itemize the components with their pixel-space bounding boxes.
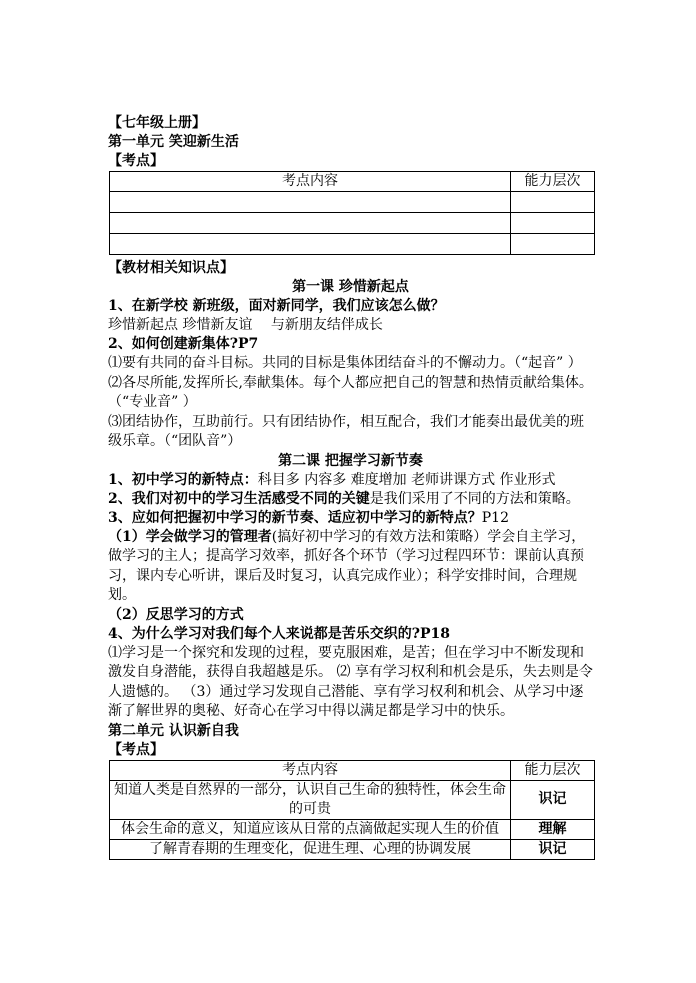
table1-header-content: 考点内容 <box>110 172 511 192</box>
lesson1-answer-2-2: ⑵各尽所能,发挥所长,奉献集体。每个人都应把自己的智慧和热情贡献给集体。（“专业音” ） <box>108 374 593 410</box>
grade-heading: 【七年级上册】 <box>108 115 206 131</box>
table-cell <box>511 213 595 234</box>
exam-points-table-2 <box>109 760 595 860</box>
lesson1-answer-1: 珍惜新起点 珍惜新友谊 与新朋友结伴成长 <box>108 317 383 333</box>
table-row <box>110 819 595 839</box>
table-cell <box>511 192 595 213</box>
lesson2-answer-3-2: （2）反思学习的方式 <box>108 606 244 623</box>
table-row <box>110 213 595 234</box>
lesson2-answer-3-1 <box>108 528 593 606</box>
kaodian2-heading: 【考点】 <box>108 741 164 758</box>
lesson2-question-1-label: 1、初中学习的新特点： <box>108 471 258 488</box>
table-cell-content: 了解青春期的生理变化，促进生理、心理的协调发展 <box>110 839 511 859</box>
lesson2-question-4: 4、为什么学习对我们每个人来说都是苦乐交织的?P18 <box>108 625 450 642</box>
lesson1-answer-2-3: ⑶团结协作，互助前行。只有团结协作，相互配合，我们才能奏出最优美的班级乐章。（“团队音”） <box>108 413 584 449</box>
table-cell <box>511 234 595 255</box>
lesson1-answer-2-1: ⑴要有共同的奋斗目标。共同的目标是集体团结奋斗的不懈动力。（“起音” ） <box>108 355 582 371</box>
lesson1-question-1: 1、在新学校 新班级，面对新同学，我们应该怎么做？ <box>108 298 445 314</box>
kaodian1-heading: 【考点】 <box>108 153 164 169</box>
lesson1-title: 第一课 珍惜新起点 <box>292 279 409 295</box>
lesson2-question-3-page: P12 <box>481 509 509 526</box>
table1-header-level: 能力层次 <box>511 172 595 192</box>
table-cell-content: 体会生命的意义，知道应该从日常的点滴做起实现人生的价值 <box>110 819 511 839</box>
unit1-title: 第一单元 笑迎新生活 <box>108 134 239 150</box>
lesson2-question-3 <box>108 509 593 528</box>
table-cell-level: 识记 <box>511 839 595 859</box>
lesson1-question-2: 2、如何创建新集体?P7 <box>108 336 259 352</box>
knowledge-heading: 【教材相关知识点】 <box>108 260 234 276</box>
table-cell <box>110 213 511 234</box>
lesson2-question-1-text: 科目多 内容多 难度增加 老师讲课方式 作业形式 <box>257 471 556 488</box>
lesson2-question-1 <box>108 471 593 490</box>
table2-header-level: 能力层次 <box>511 760 595 780</box>
table-row <box>110 780 595 819</box>
lesson2-question-2-label: 2、我们对初中的学习生活感受不同的关键 <box>108 490 370 507</box>
lesson2-answer-3-1-text: (搞好初中学习的有效方法和策略）学会自主学习，做学习的主人；提高学习效率，抓好各个环节（学习过程四环节：课前认真预习，课内专心听讲，课后及时复习，认真完成作业）；科学安排时间，合理规划。 <box>108 528 586 603</box>
table-cell-level: 识记 <box>511 780 595 819</box>
table-cell-content: 知道人类是自然界的一部分，认识自己生命的独特性，体会生命的可贵 <box>110 780 511 819</box>
lesson2-question-2-text: 是我们采用了不同的方法和策略。 <box>369 490 580 507</box>
table-cell <box>110 192 511 213</box>
table-cell-level: 理解 <box>511 819 595 839</box>
unit2-title: 第二单元 认识新自我 <box>108 722 239 739</box>
lesson2-title: 第二课 把握学习新节奏 <box>278 452 423 469</box>
lesson2-question-2 <box>108 490 593 509</box>
table2-header-content: 考点内容 <box>110 760 511 780</box>
document <box>108 114 593 860</box>
lesson2-answer-4: ⑴学习是一个探究和发现的过程，要克服困难，是苦；但在学习中不断发现和激发自身潜能，获得自我超越是乐。 ⑵ 享有学习权利和机会是乐，失去则是令人遗憾的。 （3）通过学习发现自己潜能、享有学习权利和机会、从学习中逐渐了解世界的奥秘、好奇心在学习中得以满足都是学习中的快乐。 <box>108 644 593 719</box>
table-row <box>110 234 595 255</box>
table-cell <box>110 234 511 255</box>
table-row <box>110 839 595 859</box>
lesson2-question-3-label: 3、应如何把握初中学习的新节奏、适应初中学习的新特点？ <box>108 509 482 526</box>
exam-points-table-1 <box>109 171 595 255</box>
lesson2-answer-3-1-label: （1）学会做学习的管理者 <box>108 528 272 545</box>
table-row <box>110 192 595 213</box>
